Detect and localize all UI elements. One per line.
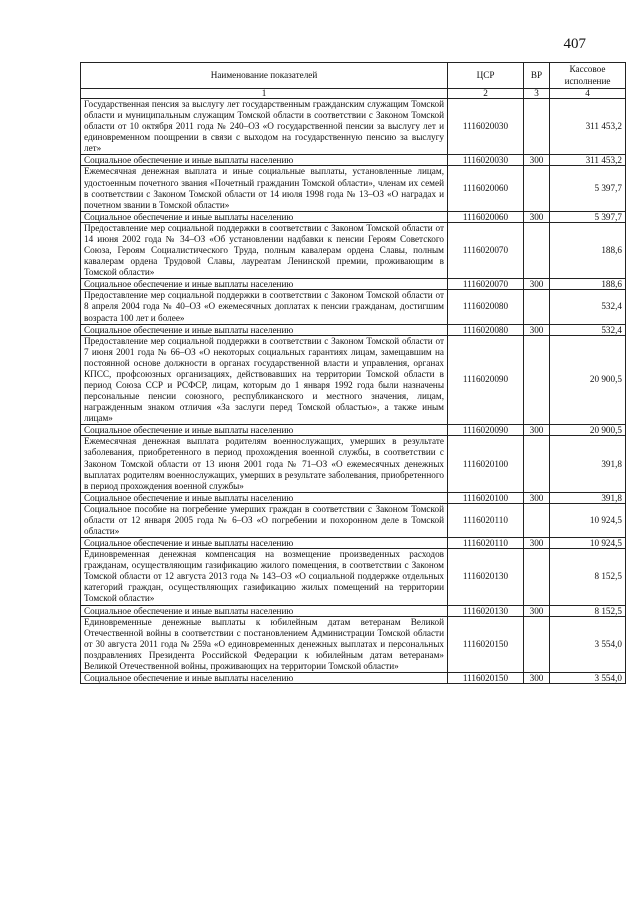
row-name: Государственная пенсия за выслугу лет государственным гражданским служащим Томской области и муниципальным служащим Томской области в соответствии с Законом Томской области от 10 октября 2011 года № 240–ОЗ «О государственной пенсии за выслугу лет и единовременном поощрении в связи с выходом на государственную пенсию за выслугу лет» — [81, 99, 448, 155]
table-row — [81, 425, 626, 436]
row-name: Социальное обеспечение и иные выплаты населению — [81, 673, 448, 684]
row-sum: 5 397,7 — [550, 166, 626, 211]
row-sum: 8 152,5 — [550, 549, 626, 605]
row-vr — [524, 503, 550, 537]
table-row — [81, 436, 626, 492]
row-csr: 1116020150 — [448, 673, 524, 684]
row-name: Социальное обеспечение и иные выплаты населению — [81, 279, 448, 290]
table-row — [81, 324, 626, 335]
table-row — [81, 222, 626, 278]
row-csr: 1116020100 — [448, 492, 524, 503]
table-row — [81, 166, 626, 211]
row-sum: 532,4 — [550, 324, 626, 335]
header-row — [81, 63, 626, 89]
row-sum: 188,6 — [550, 279, 626, 290]
row-name: Социальное пособие на погребение умерших граждан в соответствии с Законом Томской области от 12 января 2005 года № 6–ОЗ «О погребении и похоронном деле в Томской области» — [81, 503, 448, 537]
row-vr — [524, 549, 550, 605]
table-row — [81, 99, 626, 155]
row-name: Предоставление мер социальной поддержки в соответствии с Законом Томской области от 8 апреля 2004 года № 40–ОЗ «О ежемесячных доплатах к пенсии гражданам, достигшим возраста 100 лет и более» — [81, 290, 448, 324]
row-vr: 300 — [524, 605, 550, 616]
row-vr: 300 — [524, 425, 550, 436]
row-name: Социальное обеспечение и иные выплаты населению — [81, 155, 448, 166]
column-number: 2 — [448, 89, 524, 99]
row-sum: 391,8 — [550, 436, 626, 492]
row-vr: 300 — [524, 538, 550, 549]
row-sum: 311 453,2 — [550, 155, 626, 166]
row-csr: 1116020060 — [448, 211, 524, 222]
row-vr: 300 — [524, 279, 550, 290]
row-sum: 5 397,7 — [550, 211, 626, 222]
row-sum: 3 554,0 — [550, 616, 626, 672]
row-vr: 300 — [524, 211, 550, 222]
row-vr: 300 — [524, 324, 550, 335]
row-csr: 1116020080 — [448, 290, 524, 324]
row-sum: 20 900,5 — [550, 425, 626, 436]
row-vr — [524, 222, 550, 278]
row-csr: 1116020130 — [448, 605, 524, 616]
row-sum: 20 900,5 — [550, 335, 626, 425]
row-csr: 1116020130 — [448, 549, 524, 605]
row-vr: 300 — [524, 492, 550, 503]
row-csr: 1116020090 — [448, 335, 524, 425]
table-row — [81, 673, 626, 684]
table-row — [81, 492, 626, 503]
row-vr: 300 — [524, 673, 550, 684]
column-number: 1 — [81, 89, 448, 99]
header-csr: ЦСР — [448, 63, 524, 89]
row-sum: 532,4 — [550, 290, 626, 324]
table-row — [81, 616, 626, 672]
row-name: Предоставление мер социальной поддержки в соответствии с Законом Томской области от 7 июня 2001 года № 66–ОЗ «О некоторых социальных гарантиях лицам, замещавшим на постоянной основе должности в органах государственной власти и управления, органах КПСС, профсоюзных организациях, действовавших на территории Томской области в период Союза ССР и РСФСР, лицам, которым до 1 января 1992 года были назначены персональные пенсии союзного, республиканского и местного значения, лицам, награжденным знаком отличия «За заслуги перед Томской областью», а также иным лицам» — [81, 335, 448, 425]
row-csr: 1116020150 — [448, 616, 524, 672]
row-csr: 1116020030 — [448, 99, 524, 155]
row-sum: 8 152,5 — [550, 605, 626, 616]
header-sum: Кассовое исполнение — [550, 63, 626, 89]
table-row — [81, 290, 626, 324]
header-name: Наименование показателей — [81, 63, 448, 89]
row-vr — [524, 436, 550, 492]
row-vr — [524, 290, 550, 324]
row-name: Социальное обеспечение и иные выплаты населению — [81, 425, 448, 436]
row-sum: 311 453,2 — [550, 99, 626, 155]
header-vr: ВР — [524, 63, 550, 89]
row-name: Ежемесячная денежная выплата и иные социальные выплаты, установленные лицам, удостоенным почетного звания «Почетный гражданин Томской области», членам их семей в соответствии с Законом Томской области от 14 июля 1998 года № 13–ОЗ «О наградах и почетном звании в Томской области» — [81, 166, 448, 211]
row-csr: 1116020110 — [448, 538, 524, 549]
row-csr: 1116020060 — [448, 166, 524, 211]
row-sum: 10 924,5 — [550, 538, 626, 549]
row-vr — [524, 99, 550, 155]
table-row — [81, 211, 626, 222]
row-csr: 1116020070 — [448, 222, 524, 278]
row-name: Предоставление мер социальной поддержки в соответствии с Законом Томской области от 14 июня 2002 года № 34–ОЗ «Об установлении надбавки к пенсии Героям Советского Союза, Героям Социалистического Труда, полным кавалерам ордена Славы, полным кавалерам ордена Трудовой Славы, лауреатам Ленинской премии, проживающим в Томской области» — [81, 222, 448, 278]
row-vr — [524, 335, 550, 425]
row-name: Единовременные денежные выплаты к юбилейным датам ветеранам Великой Отечественной войны в соответствии с постановлением Администрации Томской области от 30 августа 2011 года № 259а «О единовременных денежных выплатах и персональных поздравлениях Президента Российской Федерации к юбилейным датам ветеранам» Великой Отечественной войны, проживающих на территории Томской области» — [81, 616, 448, 672]
row-vr — [524, 616, 550, 672]
table-row — [81, 279, 626, 290]
row-csr: 1116020110 — [448, 503, 524, 537]
row-vr: 300 — [524, 155, 550, 166]
row-csr: 1116020070 — [448, 279, 524, 290]
table-row — [81, 549, 626, 605]
row-sum: 3 554,0 — [550, 673, 626, 684]
table-row — [81, 503, 626, 537]
row-name: Социальное обеспечение и иные выплаты населению — [81, 211, 448, 222]
row-sum: 10 924,5 — [550, 503, 626, 537]
row-vr — [524, 166, 550, 211]
column-number: 4 — [550, 89, 626, 99]
row-sum: 391,8 — [550, 492, 626, 503]
row-csr: 1116020100 — [448, 436, 524, 492]
row-csr: 1116020080 — [448, 324, 524, 335]
column-number: 3 — [524, 89, 550, 99]
row-name: Ежемесячная денежная выплата родителям военнослужащих, умерших в результате заболевания, приобретенного в период прохождения военной службы, в соответствии с Законом Томской области от 13 июня 2001 года № 71–ОЗ «О ежемесячных денежных выплатах родителям военнослужащих, умерших в результате заболевания, приобретенного в период прохождения военной службы» — [81, 436, 448, 492]
row-csr: 1116020090 — [448, 425, 524, 436]
table-row — [81, 538, 626, 549]
row-name: Социальное обеспечение и иные выплаты населению — [81, 324, 448, 335]
row-csr: 1116020030 — [448, 155, 524, 166]
row-sum: 188,6 — [550, 222, 626, 278]
table-row — [81, 335, 626, 425]
row-name: Единовременная денежная компенсация на возмещение произведенных расходов гражданам, осуществляющим газификацию жилого помещения, в соответствии с Законом Томской области от 12 августа 2013 года № 143–ОЗ «О социальной поддержке отдельных категорий граждан, осуществляющих газификацию жилых помещений на территории Томской области» — [81, 549, 448, 605]
table-row — [81, 605, 626, 616]
column-number-row — [81, 89, 626, 99]
row-name: Социальное обеспечение и иные выплаты населению — [81, 605, 448, 616]
row-name: Социальное обеспечение и иные выплаты населению — [81, 538, 448, 549]
budget-table — [80, 62, 626, 684]
table-row — [81, 155, 626, 166]
row-name: Социальное обеспечение и иные выплаты населению — [81, 492, 448, 503]
page-number: 407 — [563, 36, 586, 52]
